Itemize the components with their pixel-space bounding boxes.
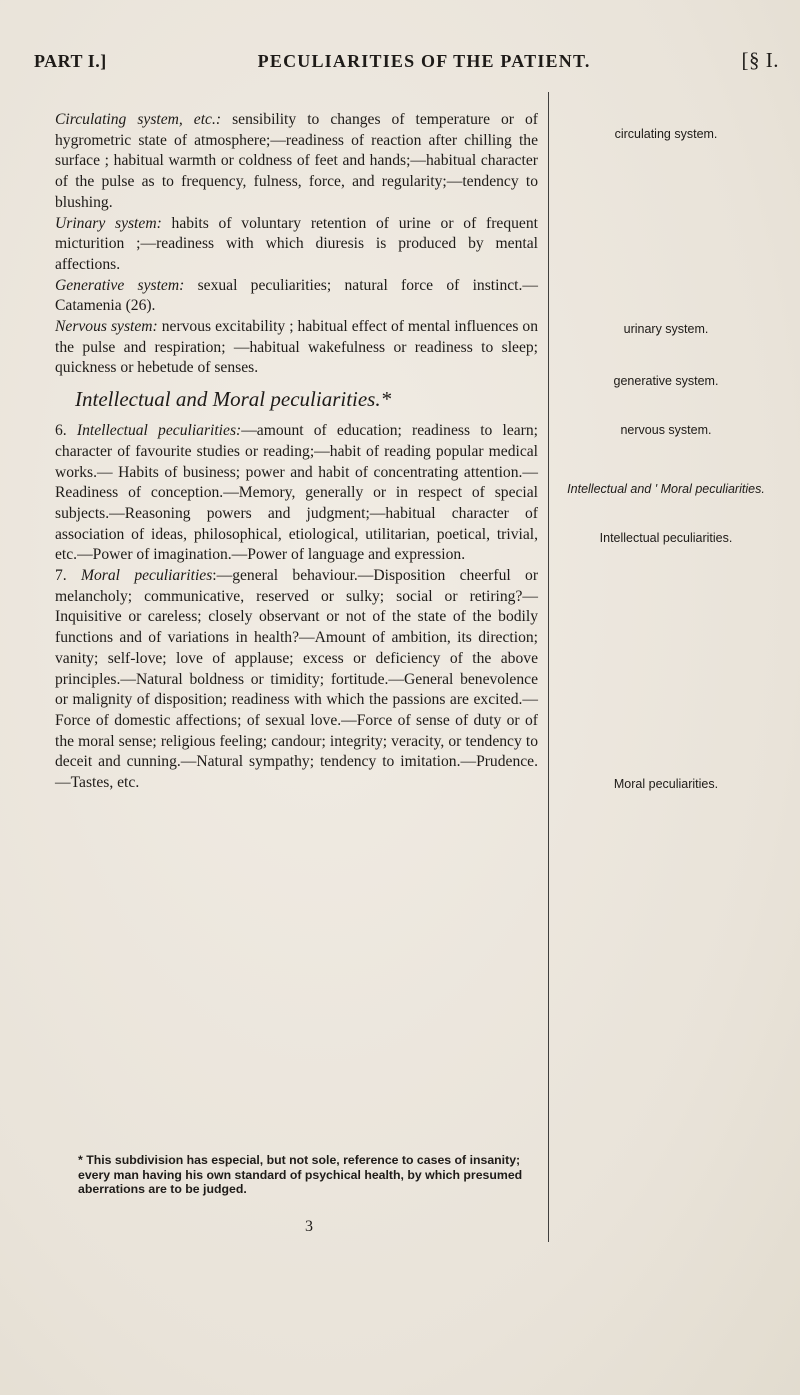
margin-divider-rule — [548, 92, 549, 1242]
margin-note-nervous: nervous system. — [620, 423, 712, 437]
margin-note-intellectual-moral — [566, 482, 766, 497]
margin-note-generative: generative system. — [613, 374, 719, 388]
text-generative: sexual peculiarities; natural force of instinct.—Catamenia (26). — [55, 276, 538, 315]
number-moral: 7. — [55, 567, 82, 585]
label-generative: Generative system: — [55, 276, 185, 294]
footnote: * This subdivision has especial, but not sole, reference to cases of insanity; every man having his own standard of psychical health, by which presumed aberrations are to be judged. — [78, 1153, 523, 1196]
paragraph-intellectual — [55, 421, 538, 566]
label-nervous: Nervous system: — [55, 318, 158, 336]
header-title: PECULIARITIES OF THE PATIENT. — [257, 51, 591, 71]
paragraph-generative — [55, 276, 538, 317]
label-moral: Moral peculiarities — [81, 567, 213, 585]
margin-note-urinary: urinary system. — [623, 322, 709, 336]
text-circulating: sensibility to changes of temperature or of hygrometric state of atmosphere;—readiness of reaction after chilling the surface ; habitual warmth or coldness of feet and hands;—habitual character of the pulse as to frequency, fulness, force, and regularity;—tendency to blushing. — [55, 111, 538, 211]
paragraph-moral — [55, 566, 538, 794]
margin-note-moral: Moral peculiarities. — [613, 777, 719, 791]
section-heading: Intellectual and Moral peculiarities.* — [75, 387, 392, 412]
margin-note-intellectual: Intellectual peculiarities. — [599, 531, 733, 545]
header-part: PART I.] — [34, 51, 107, 71]
running-header — [34, 48, 779, 73]
margin-note-circulating: circulating system. — [614, 127, 718, 141]
label-urinary: Urinary system: — [55, 214, 162, 232]
paragraph-nervous — [55, 317, 538, 379]
text-moral: :—general behaviour.—Disposition cheerful or melancholy; communicative, reserved or sulky; social or retiring?—Inquisitive or careless; closely observant or not of the state of the bodily functions and of variations in health?—Amount of ambition, its direction; vanity; self-love; love of applause; excess or deficiency of the above principles.—Natural boldness or timidity; fortitude.—General benevolence or malignity of disposition; readiness with which the passions are excited.—Force of domestic affections; of sexual love.—Force of sense of duty or of the moral sense; religious feeling; candour; integrity; veracity, or tendency to deceit and cunning.—Natural sympathy; tendency to imitation.—Prudence.—Tastes, etc. — [55, 567, 539, 792]
text-nervous: nervous excitability ; habitual effect of mental influences on the pulse and respiration; —habitual wakefulness or readiness to sleep; quickness or hebetude of senses. — [55, 318, 539, 377]
paragraph-urinary — [55, 214, 538, 276]
main-text-column — [55, 110, 538, 794]
label-circulating: Circulating system, etc.: — [55, 111, 222, 128]
page-number: 3 — [305, 1218, 313, 1235]
label-intellectual: Intellectual peculiarities: — [76, 422, 242, 440]
number-intellectual: 6. — [55, 422, 77, 440]
margin-note-intellectual-moral-italic: Intellectual and ' Moral peculiarities. — [567, 482, 765, 496]
paragraph-circulating — [55, 110, 538, 214]
text-urinary: habits of voluntary retention of urine or of frequent micturition ;—readiness with which diuresis is produced by mental affections. — [55, 214, 538, 273]
text-intellectual: —amount of education; readiness to learn; character of favourite studies or reading;—habit of reading popular medical works.— Habits of business; power and habit of concentrating attention.—Readiness of conception.—Memory, generally or in respect of special subjects.—Reasoning powers and judgment;—habitual character of association of ideas, philosophical, etiological, utilitarian, poetical, trivial, etc.—Power of imagination.—Power of language and expression. — [55, 422, 538, 564]
header-section: [§ I. — [741, 48, 779, 72]
